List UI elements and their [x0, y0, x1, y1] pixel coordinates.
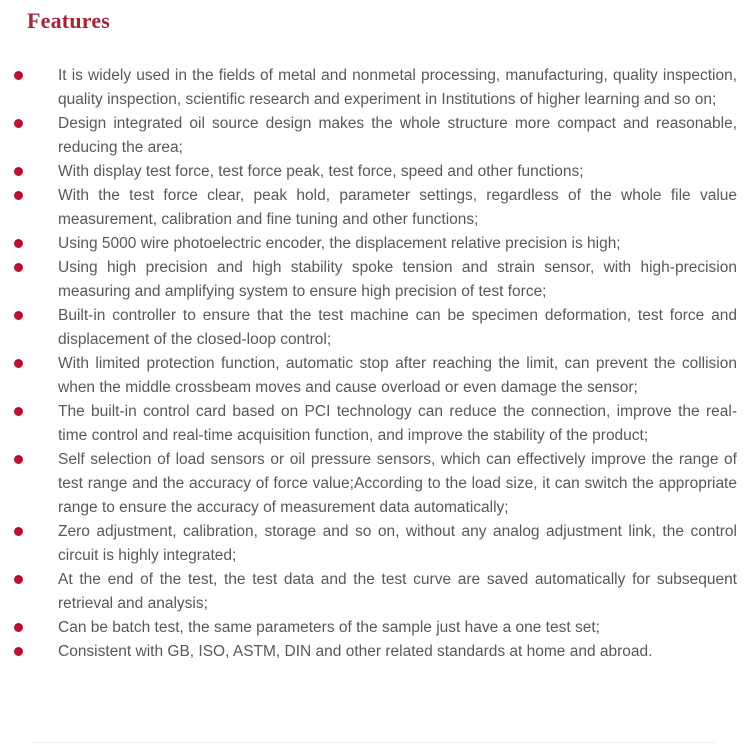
feature-text: With limited protection function, automatic stop after reaching the limit, can prevent the collision when the middle crossbeam moves and cause overload or even damage the sensor; [58, 355, 737, 396]
feature-text: Consistent with GB, ISO, ASTM, DIN and other related standards at home and abroad. [58, 643, 653, 660]
list-item [14, 640, 737, 664]
bullet-icon [14, 575, 23, 584]
bullet-icon [14, 359, 23, 368]
list-item [14, 400, 737, 448]
bullet-icon [14, 311, 23, 320]
list-item [14, 352, 737, 400]
list-item [14, 64, 737, 112]
list-item [14, 112, 737, 160]
bullet-icon [14, 455, 23, 464]
list-item [14, 448, 737, 520]
features-list [14, 64, 737, 664]
feature-text: With display test force, test force peak, test force, speed and other functions; [58, 163, 584, 180]
feature-text: The built-in control card based on PCI technology can reduce the connection, improve the real-time control and real-time acquisition function, and improve the stability of the product; [58, 403, 737, 444]
bullet-icon [14, 623, 23, 632]
list-item [14, 160, 737, 184]
page-title: Features [27, 8, 111, 33]
bullet-icon [14, 527, 23, 536]
feature-text: It is widely used in the fields of metal and nonmetal processing, manufacturing, quality inspection, quality inspection, scientific research and experiment in Institutions of higher learning and so on; [58, 67, 737, 108]
feature-text: Self selection of load sensors or oil pressure sensors, which can effectively improve the range of test range and the accuracy of force value;According to the load size, it can switch the appropriate range to ensure the accuracy of measurement data automatically; [58, 451, 737, 516]
list-item [14, 520, 737, 568]
feature-text: At the end of the test, the test data and the test curve are saved automatically for subsequent retrieval and analysis; [58, 571, 737, 612]
list-item [14, 568, 737, 616]
bottom-divider [30, 742, 715, 743]
bullet-icon [14, 239, 23, 248]
bullet-icon [14, 647, 23, 656]
feature-text: Can be batch test, the same parameters of the sample just have a one test set; [58, 619, 600, 636]
bullet-icon [14, 263, 23, 272]
feature-text: With the test force clear, peak hold, parameter settings, regardless of the whole file value measurement, calibration and fine tuning and other functions; [58, 187, 737, 228]
bullet-icon [14, 407, 23, 416]
list-item [14, 616, 737, 640]
feature-text: Design integrated oil source design makes the whole structure more compact and reasonable, reducing the area; [58, 115, 737, 156]
bullet-icon [14, 119, 23, 128]
feature-text: Built-in controller to ensure that the test machine can be specimen deformation, test force and displacement of the closed-loop control; [58, 307, 737, 348]
list-item [14, 256, 737, 304]
list-item [14, 184, 737, 232]
bullet-icon [14, 167, 23, 176]
bullet-icon [14, 191, 23, 200]
list-item [14, 232, 737, 256]
feature-text: Using high precision and high stability spoke tension and strain sensor, with high-precision measuring and amplifying system to ensure high precision of test force; [58, 259, 737, 300]
feature-text: Zero adjustment, calibration, storage and so on, without any analog adjustment link, the control circuit is highly integrated; [58, 523, 737, 564]
list-item [14, 304, 737, 352]
feature-text: Using 5000 wire photoelectric encoder, the displacement relative precision is high; [58, 235, 621, 252]
bullet-icon [14, 71, 23, 80]
